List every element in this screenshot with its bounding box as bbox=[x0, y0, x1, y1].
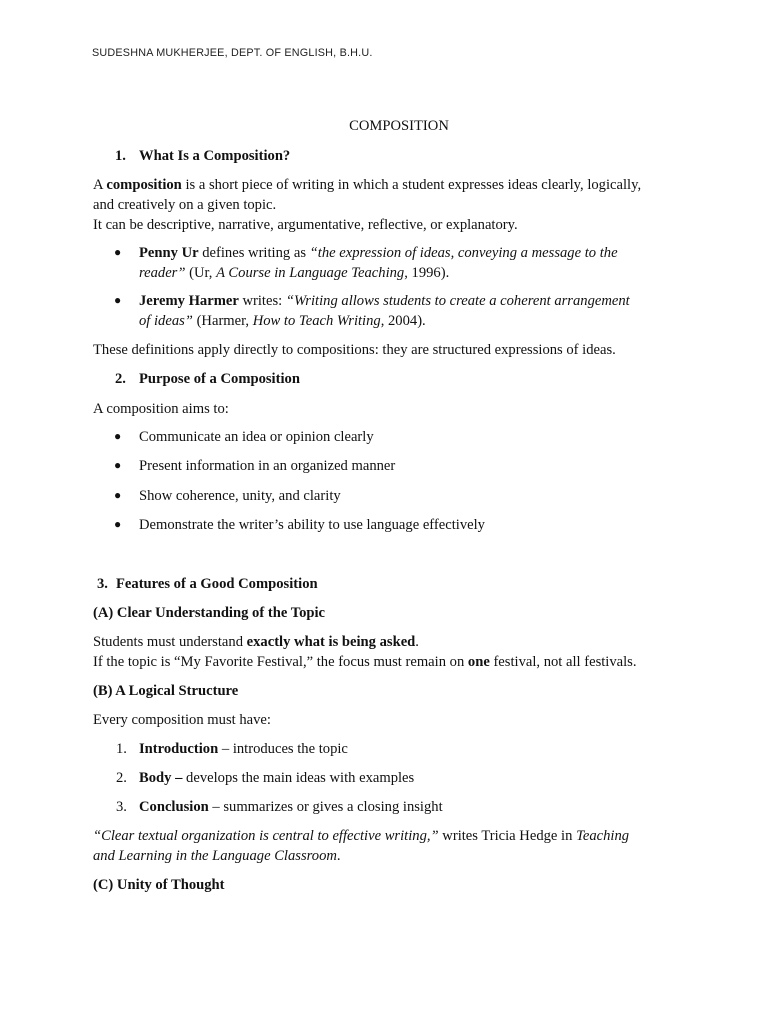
bullet-icon: ● bbox=[114, 458, 122, 472]
subsection-b-intro: Every composition must have: bbox=[93, 712, 271, 728]
bullet-icon: ● bbox=[114, 245, 122, 259]
bullet-icon: ● bbox=[114, 293, 122, 307]
bullet-icon: ● bbox=[114, 488, 122, 502]
section-1-paragraph-1: A composition is a short piece of writing in which a student expresses ideas clearly, logically, and creatively on a given topic. It can be descriptive, narrative, argumentative, reflective, or explanatory. bbox=[93, 177, 642, 233]
document-title: COMPOSITION bbox=[349, 118, 449, 134]
subsection-a-heading: (A) Clear Understanding of the Topic bbox=[93, 605, 326, 621]
subsection-b-heading: (B) A Logical Structure bbox=[93, 683, 239, 699]
hedge-quote: “Clear textual organization is central to effective writing,” writes Tricia Hedge in Teaching and Learning in the Language Classroom. bbox=[93, 828, 630, 864]
bullet-icon: ● bbox=[114, 429, 122, 443]
bullet-icon: ● bbox=[114, 517, 122, 531]
subsection-c-heading: (C) Unity of Thought bbox=[93, 877, 225, 893]
subsection-a-paragraph: Students must understand exactly what is being asked. If the topic is “My Favorite Festival,” the focus must remain on one festival, not all festivals. bbox=[93, 634, 637, 670]
page-header: SUDESHNA MUKHERJEE, DEPT. OF ENGLISH, B.H.U. bbox=[92, 47, 373, 59]
section-2-intro: A composition aims to: bbox=[93, 401, 229, 417]
section-1-paragraph-3: These definitions apply directly to compositions: they are structured expressions of ideas. bbox=[93, 342, 616, 358]
